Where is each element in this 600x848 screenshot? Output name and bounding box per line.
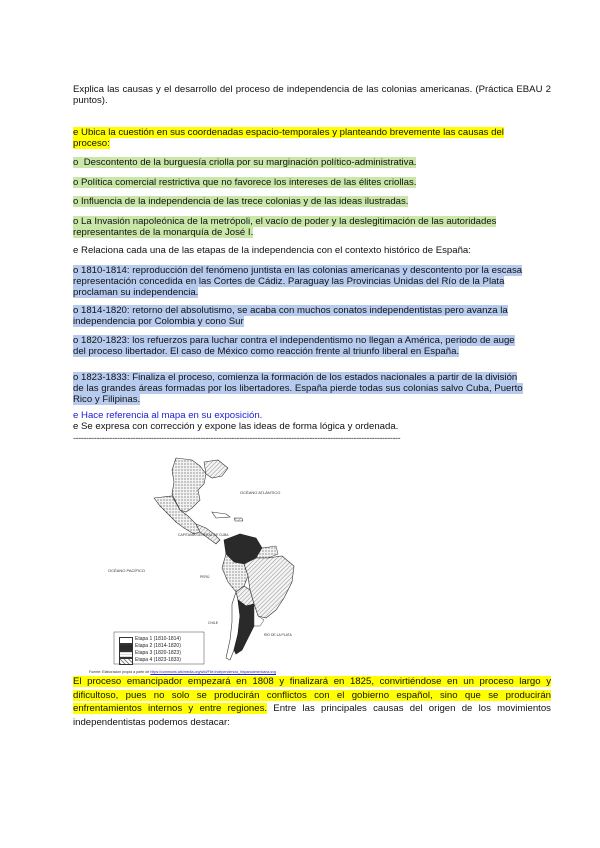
cause-text: La Invasión napoleónica de la metrópoli, el vacío de poder y la deslegitimación de las autoridades representantes de la monarquía de José I. <box>73 216 497 238</box>
cause-item <box>73 216 528 238</box>
map-label: OCÉANO PACÍFICO <box>108 568 146 573</box>
stage-text: 1823-1833: Finaliza el proceso, comienza la formación de los estados nacionales a partir de la división de las grandes áreas formadas por los libertadores. España pierde todas sus colonias salvo Cuba, Puerto Rico y Filipinas. <box>73 372 523 405</box>
stage-text: 1814-1820: retorno del absolutismo, se acaba con muchos conatos independentistas pero avanza la independencia por Colombia y cono Sur <box>73 305 508 327</box>
map-label: CHILE <box>208 621 218 625</box>
conclusion-highlight: El proceso emancipador empezará en 1808 y finalizará en 1825, convirtiéndose en un proceso largo y dificultoso, pues no solo se producirán conflictos con el gobierno español, sino que se producirán enfrentamientos internos y entre regiones. <box>73 676 551 714</box>
legend-label: Etapa 4 (1823-1833) <box>135 657 181 663</box>
criterion-context <box>73 245 528 256</box>
stage-item <box>73 372 528 405</box>
criterion-text: Se expresa con corrección y expone las ideas de forma lógica y ordenada. <box>81 421 399 432</box>
criterion-map <box>73 410 528 421</box>
stage-item <box>73 265 528 298</box>
bullet: e <box>73 410 79 421</box>
bullet: o <box>73 305 79 316</box>
conclusion-paragraph <box>73 675 551 729</box>
question-statement: Explica las causas y el desarrollo del proceso de independencia de las colonias americanas. (Práctica EBAU 2 puntos). <box>73 84 551 106</box>
legend-swatch <box>119 644 133 651</box>
stage-text: 1810-1814: reproducción del fenómeno juntista en las colonias americanas y descontento por la escasa representación concedida en las Cortes de Cádiz. Paraguay las Provincias Unidas del Río de la Plata proclaman su independencia. <box>73 265 523 298</box>
bullet: o <box>73 157 79 168</box>
source-link[interactable]: https://commons.wikimedia.org/wiki/File:Independencia_hispanoamericana.svg <box>150 670 276 674</box>
bullet: e <box>73 421 79 432</box>
bullet: o <box>73 177 79 188</box>
conclusion-rest: Entre las principales causas del origen de los movimientos independentistas podemos destacar: <box>73 703 551 728</box>
legend-label: Etapa 3 (1820-1823) <box>135 650 181 656</box>
criterion-expression <box>73 421 528 432</box>
legend-label: Etapa 2 (1814-1820) <box>135 643 181 649</box>
cause-item <box>73 157 528 168</box>
legend-label: Etapa 1 (1810-1814) <box>135 636 181 642</box>
criterion-location <box>73 127 528 149</box>
bullet: e <box>73 245 79 256</box>
map-label: PERÚ <box>200 575 210 579</box>
cause-text: Influencia de la independencia de las trece colonias y de las ideas ilustradas. <box>81 196 409 207</box>
map-label: CAPITANÍA GENERAL DE CUBA <box>178 533 229 537</box>
legend-swatch <box>119 651 133 658</box>
cause-item <box>73 196 528 207</box>
legend-swatch <box>119 658 133 665</box>
independence-map <box>88 454 300 670</box>
bullet: o <box>73 216 79 227</box>
stage-item <box>73 305 528 327</box>
bullet: o <box>73 265 79 276</box>
stage-text: 1820-1823: los refuerzos para luchar contra el independentismo no llegan a América, periodo de auge del proceso libertador. El caso de México como reacción frente al triunfo liberal en España. <box>73 335 515 357</box>
source-prefix: Fuente: Elaboración propia a partir de <box>89 670 151 674</box>
bullet: o <box>73 372 79 383</box>
cause-text: Política comercial restrictiva que no favorece los intereses de las élites criollas. <box>81 177 417 188</box>
bullet: o <box>73 196 79 207</box>
map-label: OCÉANO ATLÁNTICO <box>240 490 281 495</box>
criterion-text: Ubica la cuestión en sus coordenadas espacio-temporales y planteando brevemente las causas del proceso: <box>73 127 504 149</box>
bullet: e <box>73 127 79 138</box>
cause-text: Descontento de la burguesía criolla por su marginación político-administrativa. <box>83 157 417 168</box>
dashed-separator: ------------------------------------------------------------------------------------------------------------------------------ <box>73 433 401 443</box>
map-label: RÍO DE LA PLATA <box>264 633 292 637</box>
cause-item <box>73 177 528 188</box>
criterion-text: Hace referencia al mapa en su exposición. <box>81 410 263 421</box>
legend-swatch <box>119 637 133 644</box>
bullet: o <box>73 335 79 346</box>
criterion-text: Relaciona cada una de las etapas de la independencia con el contexto histórico de España: <box>81 245 471 256</box>
stage-item <box>73 335 528 357</box>
